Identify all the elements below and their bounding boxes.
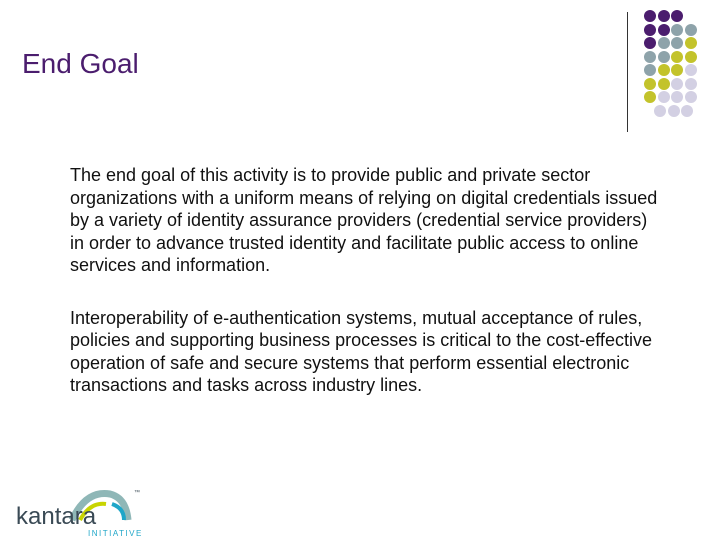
logo-trademark: ™ [134, 490, 140, 496]
decorative-dot [685, 91, 697, 103]
decorative-dot [644, 51, 656, 63]
decorative-dot [671, 10, 683, 22]
decorative-dot [644, 24, 656, 36]
decorative-dot [644, 64, 656, 76]
decorative-dot [671, 24, 683, 36]
divider-line [627, 12, 628, 132]
decorative-dot [644, 10, 656, 22]
decorative-dot [658, 64, 670, 76]
decorative-dot [685, 64, 697, 76]
decorative-dot [671, 37, 683, 49]
kantara-logo [14, 484, 146, 540]
decorative-dot [668, 105, 680, 117]
decorative-dot [644, 37, 656, 49]
decorative-dot [671, 91, 683, 103]
paragraph-interoperability: Interoperability of e-authentication systems, mutual acceptance of rules, policies and supporting business processes is critical to the cost-effective operation of safe and secure systems that perform essential electronic transactions and tasks across industry lines. [70, 307, 652, 395]
logo-subtitle: INITIATIVE [88, 529, 143, 538]
decorative-dot [658, 51, 670, 63]
logo-wordmark: kantara [16, 503, 97, 530]
decorative-dot [658, 91, 670, 103]
decorative-dot [681, 105, 693, 117]
decorative-dot [644, 78, 656, 90]
paragraph-end-goal: The end goal of this activity is to provide public and private sector organizations with a uniform means of relying on digital credentials issued by a variety of identity assurance providers (credential service providers) in order to advance trusted identity and facilitate public access to online services and information. [70, 165, 658, 275]
kantara-logo-graphic [14, 484, 146, 540]
decorative-dot-grid [640, 10, 720, 120]
decorative-dot [685, 24, 697, 36]
slide-title: End Goal [22, 48, 139, 79]
decorative-dot [658, 37, 670, 49]
decorative-dot [671, 78, 683, 90]
decorative-dot [658, 78, 670, 90]
decorative-dot [658, 24, 670, 36]
decorative-dot [658, 10, 670, 22]
decorative-dot [671, 64, 683, 76]
decorative-dot [685, 51, 697, 63]
decorative-dot [644, 91, 656, 103]
decorative-dot [654, 105, 666, 117]
decorative-dot [685, 37, 697, 49]
decorative-dot [685, 78, 697, 90]
slide-body [70, 164, 660, 427]
decorative-dot [671, 51, 683, 63]
